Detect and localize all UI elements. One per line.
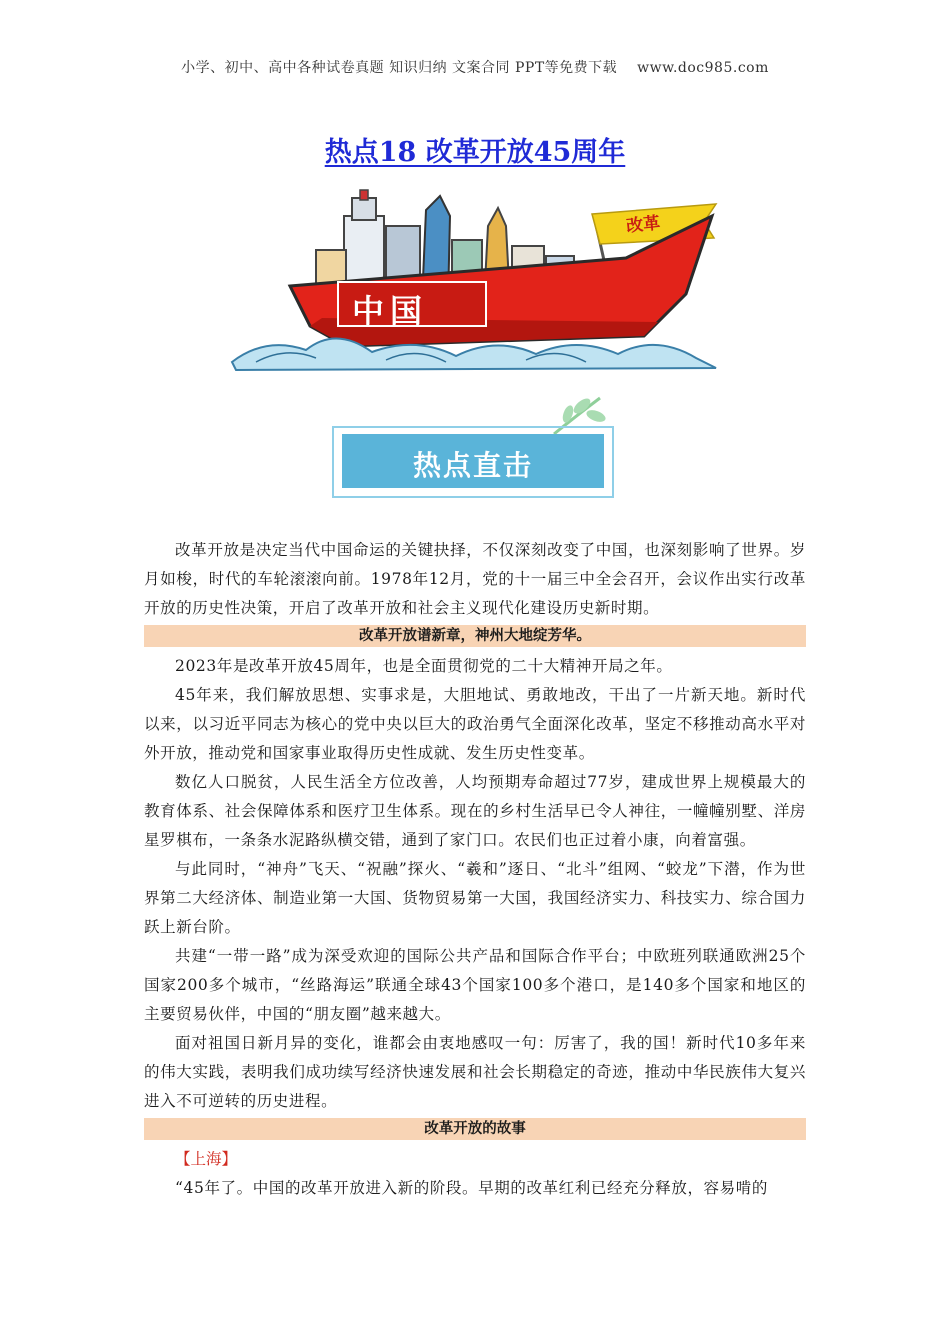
section1-paragraph-5: 共建“一带一路”成为深受欢迎的国际公共产品和国际合作平台；中欧班列联通欧洲25个国家200多个城市，“丝路海运”联通全球43个国家100多个港口，是140多个国家和地区的主要贸易伙伴，中国的“朋友圈”越来越大。 [144,947,806,1023]
section1-paragraph-1: 2023年是改革开放45周年，也是全面贯彻党的二十大精神开局之年。 [175,657,673,675]
header-note-left: 小学、初中、高中各种试卷真题 知识归纳 文案合同 PPT等免费下载 [181,60,618,76]
section1-paragraph-6: 面对祖国日新月异的变化，谁都会由衷地感叹一句：厉害了，我的国！新时代10多年来的伟大实践，表明我们成功续写经济快速发展和社会长期稳定的奇迹，推动中华民族伟大复兴进入不可逆转的历史进程。 [144,1034,806,1110]
intro-paragraph: 改革开放是决定当代中国命运的关键抉择，不仅深刻改变了中国，也深刻影响了世界。岁月如梭，时代的车轮滚滚向前。1978年12月，党的十一届三中全会召开，会议作出实行改革开放的历史性决策，开启了改革开放和社会主义现代化建设历史新时期。 [144,541,806,617]
document-title: 热点18 改革开放45周年 [324,137,626,168]
section2-paragraph-1: “45年了。中国的改革开放进入新的阶段。早期的改革红利已经充分释放，容易啃的 [175,1179,768,1197]
header-note-url: www.doc985.com [637,60,769,76]
banner-label: 热点直击 [412,449,533,482]
article-body [144,536,806,1203]
ship-illustration [226,186,726,372]
hull-label: 中国 [352,292,429,330]
header-note [0,57,950,77]
section1-paragraph-4: 与此同时，“神舟”飞天、“祝融”探火、“羲和”逐日、“北斗”组网、“蛟龙”下潜，作为世界第二大经济体、制造业第一大国、货物贸易第一大国，我国经济实力、科技实力、综合国力跃上新台阶。 [144,860,806,936]
section1-paragraph-3: 数亿人口脱贫，人民生活全方位改善，人均预期寿命超过77岁，建成世界上规模最大的教育体系、社会保障体系和医疗卫生体系。现在的乡村生活早已令人神往，一幢幢别墅、洋房星罗棋布，一条条水泥路纵横交错，通到了家门口。农民们也正过着小康，向着富强。 [144,773,806,849]
location-tag: 【上海】 [175,1150,238,1168]
section-heading-2: 改革开放的故事 [144,1118,806,1140]
section-heading-1: 改革开放谱新章，神州大地绽芳华。 [144,625,806,647]
section1-paragraph-2: 45年来，我们解放思想、实事求是，大胆地试、勇敢地改，干出了一片新天地。新时代以来，以习近平同志为核心的党中央以巨大的政治勇气全面深化改革，坚定不移推动高水平对外开放，推动党和国家事业取得历史性成就、发生历史性变革。 [144,686,806,762]
flag-label: 改革 [625,213,662,237]
hot-topic-banner [330,392,620,504]
